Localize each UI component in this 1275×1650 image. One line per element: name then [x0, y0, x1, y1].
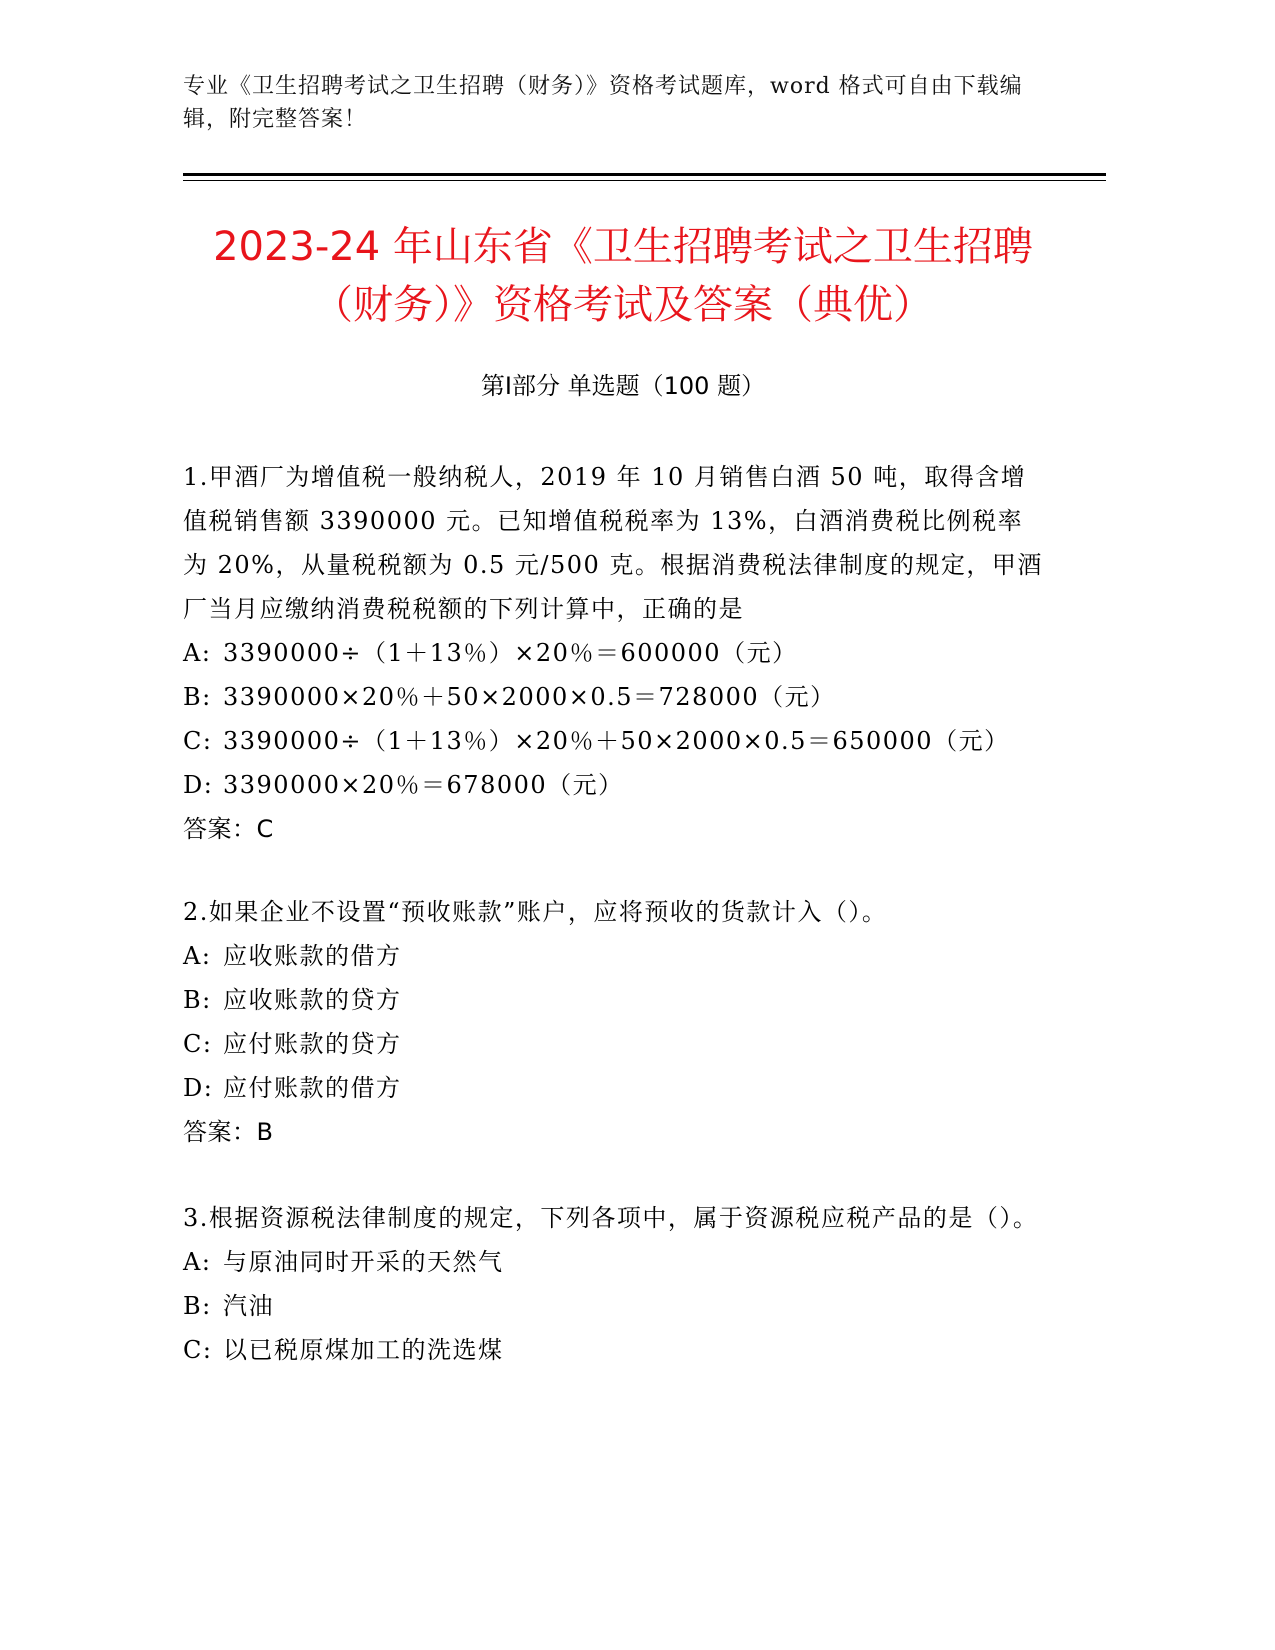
option-c	[183, 1022, 1043, 1066]
question-stem: 1.甲酒厂为增值税一般纳税人，2019 年 10 月销售白酒 50 吨，取得含增值税销售额 3390000 元。已知增值税税率为 13%，白酒消费税比例税率为 20%，从量税税额为 0.5 元/500 克。根据消费税法律制度的规定，甲酒厂当月应缴纳消费税税额的下列计算中，正确的是	[183, 463, 1043, 623]
option-text: 汽油	[223, 1292, 274, 1320]
option-a	[183, 934, 1043, 978]
option-text: 应付账款的贷方	[223, 1030, 402, 1058]
option-d	[183, 1066, 1043, 1110]
answer-line: 答案：B	[183, 1118, 274, 1146]
option-letter: B:	[183, 986, 212, 1014]
header-note: 专业《卫生招聘考试之卫生招聘（财务）》资格考试题库，word 格式可自由下载编辑，附完整答案！	[183, 74, 1023, 132]
option-b	[183, 675, 1043, 719]
option-letter: A:	[183, 639, 212, 667]
option-text: 3390000×20％＋50×2000×0.5＝728000（元）	[223, 683, 836, 711]
option-text: 3390000÷（1＋13％）×20％＋50×2000×0.5＝650000（元）	[223, 727, 1010, 755]
question-3	[183, 1196, 1043, 1372]
header-divider-thin	[183, 180, 1106, 181]
option-d	[183, 763, 1043, 807]
question-stem: 2.如果企业不设置“预收账款”账户，应将预收的货款计入（）。	[183, 898, 888, 926]
option-letter: D:	[183, 771, 214, 799]
option-letter: A:	[183, 942, 212, 970]
option-letter: A:	[183, 1248, 212, 1276]
option-text: 3390000÷（1＋13％）×20％＝600000（元）	[223, 639, 798, 667]
option-letter: B:	[183, 1292, 212, 1320]
option-text: 3390000×20％＝678000（元）	[223, 771, 624, 799]
option-letter: B:	[183, 683, 212, 711]
document-title: 2023-24 年山东省《卫生招聘考试之卫生招聘（财务）》资格考试及答案（典优）	[213, 224, 1033, 328]
option-letter: C:	[183, 727, 213, 755]
option-letter: D:	[183, 1074, 214, 1102]
question-1	[183, 455, 1043, 851]
answer-line: 答案：C	[183, 815, 274, 843]
option-c	[183, 719, 1043, 763]
question-2	[183, 890, 1043, 1154]
option-c	[183, 1328, 1043, 1372]
section-title: 第Ⅰ部分 单选题（100 题）	[480, 372, 766, 400]
option-text: 应收账款的贷方	[223, 986, 402, 1014]
option-text: 以已税原煤加工的洗选煤	[223, 1336, 504, 1364]
header-divider-thick	[183, 173, 1106, 176]
question-stem: 3.根据资源税法律制度的规定，下列各项中，属于资源税应税产品的是（）。	[183, 1204, 1039, 1232]
option-a	[183, 1240, 1043, 1284]
option-letter: C:	[183, 1030, 213, 1058]
option-letter: C:	[183, 1336, 213, 1364]
option-a	[183, 631, 1043, 675]
option-b	[183, 1284, 1043, 1328]
option-text: 与原油同时开采的天然气	[223, 1248, 504, 1276]
option-text: 应付账款的借方	[223, 1074, 402, 1102]
option-text: 应收账款的借方	[223, 942, 402, 970]
option-b	[183, 978, 1043, 1022]
